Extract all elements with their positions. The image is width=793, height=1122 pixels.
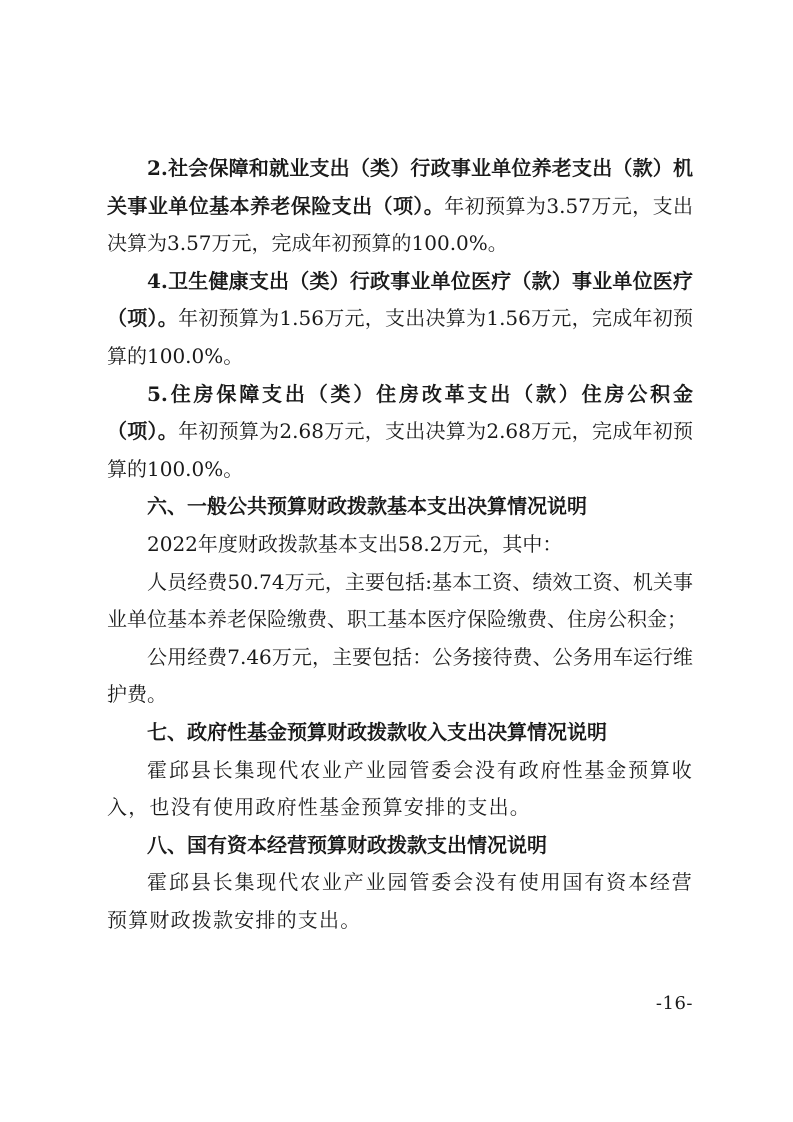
section-8-heading: 八、国有资本经营预算财政拨款支出情况说明 — [147, 832, 547, 857]
section-6-summary: 2022年度财政拨款基本支出58.2万元，其中： — [147, 531, 563, 556]
item-text-social-security: 年初预算为3.57万元，支出决算为3.57万元，完成年初预算的100.0%。 — [107, 193, 694, 256]
section-8-text: 霍邱县长集现代农业产业园管委会没有使用国有资本经营预算财政拨款安排的支出。 — [107, 870, 693, 932]
section-6-heading: 六、一般公共预算财政拨款基本支出决算情况说明 — [147, 494, 587, 519]
item-text-housing: 年初预算为2.68万元，支出决算为2.68万元，完成年初预算的100.0%。 — [107, 419, 694, 481]
item-title-social-security: 2.社会保障和就业支出（类）行政事业单位养老支出（款）机关事业单位基本养老保险支出（项）。 — [107, 156, 693, 218]
item-title-health: 4.卫生健康支出（类）行政事业单位医疗（款）事业单位医疗（项）。 — [107, 268, 693, 331]
section-7-heading: 七、政府性基金预算财政拨款收入支出决算情况说明 — [147, 719, 607, 744]
section-6-public: 公用经费7.46万元，主要包括：公务接待费、公务用车运行维护费。 — [107, 644, 693, 707]
item-title-housing: 5.住房保障支出（类）住房改革支出（款）住房公积金（项）。 — [107, 381, 693, 444]
paragraph-health — [107, 263, 693, 376]
paragraph-social-security — [107, 150, 693, 263]
document-body — [107, 150, 693, 939]
section-7-text: 霍邱县长集现代农业产业园管委会没有政府性基金预算收入，也没有使用政府性基金预算安排的支出。 — [107, 757, 693, 820]
item-text-health: 年初预算为1.56万元，支出决算为1.56万元，完成年初预算的100.0%。 — [107, 306, 694, 368]
page-number: -16- — [655, 993, 693, 1014]
section-6-personnel: 人员经费50.74万元，主要包括:基本工资、绩效工资、机关事业单位基本养老保险缴费、职工基本医疗保险缴费、住房公积金； — [107, 569, 693, 632]
paragraph-housing — [107, 376, 693, 489]
